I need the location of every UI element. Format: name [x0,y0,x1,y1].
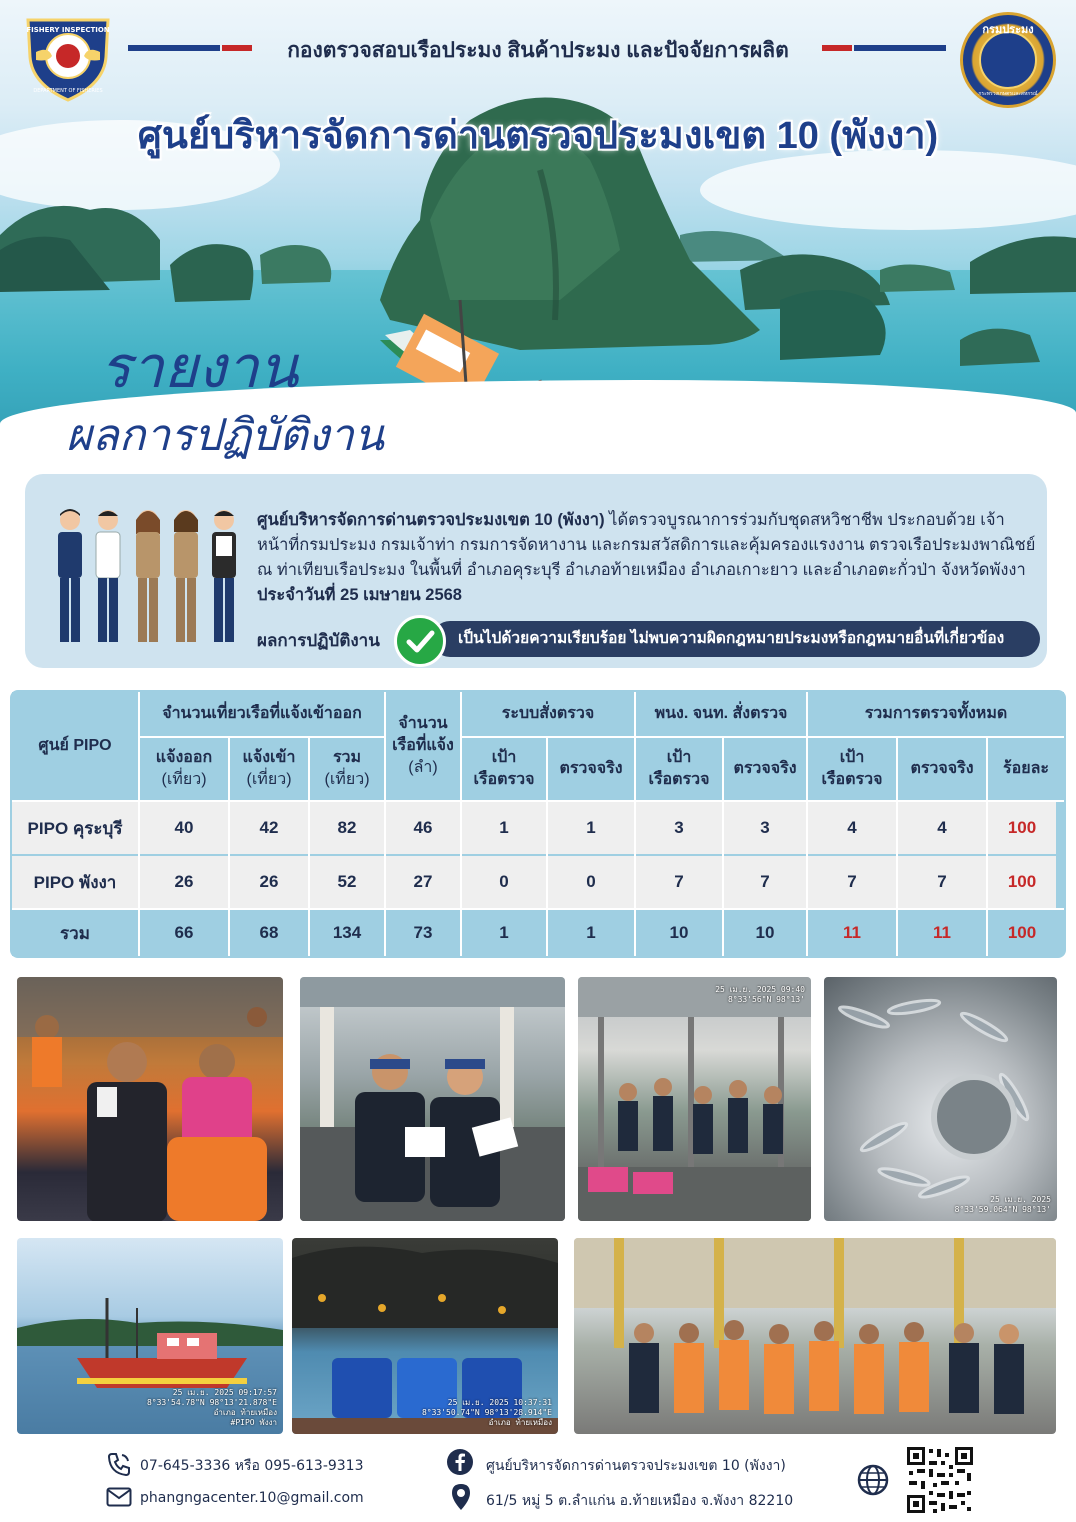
grid-line [462,736,1064,738]
divider-line [822,45,852,51]
info-paragraph [257,508,1037,608]
vessels-unit: (ลำ) [408,759,438,776]
grid-line [722,738,724,956]
cell-sys-actual: 0 [548,856,634,908]
phone-icon [106,1451,132,1481]
cell-pnp-target: 7 [636,856,722,908]
divider-line [854,45,946,51]
cell-all-target: 7 [808,856,896,908]
col-header-arrive [230,738,308,800]
info-body: ได้ตรวจบูรณาการร่วมกับชุดสหวิชาชีพ ประกอบด้วย เจ้าหน้าที่กรมประมง กรมเจ้าท่า กรมการจัดหางาน และกรมสวัสดิการและคุ้มครองแรงงาน ตรวจเรือประมงพาณิชย์ ณ ท่าเทียบเรือประมง ในพื้นที่ อำเภอคุระบุรี อำเภอท้ายเหมือง อำเภอเกาะยาว และอำเภอตะกั่วป่า จังหวัดพังงา [257,511,1036,579]
col-group-trips: จำนวนเที่ยวเรือที่แจ้งเข้าออก [140,692,384,736]
cell-vessels: 46 [386,802,460,854]
result-label: ผลการปฏิบัติงาน [257,631,380,650]
col-header-all-target [808,738,896,800]
fishery-inspection-logo [18,12,118,104]
total-all-actual: 11 [898,910,986,956]
col-header-sys-target [462,738,546,800]
agency-title: กองตรวจสอบเรือประมง สินค้าประมง และปัจจัยการผลิต [287,39,789,62]
department-of-fisheries-seal [960,12,1056,108]
total-row-name: รวม [12,910,138,956]
target-label-1: เป้า [491,749,517,766]
total-arrive: 68 [230,910,308,956]
photo-group-inspection [574,1238,1056,1434]
total-sys-actual: 1 [548,910,634,956]
grid-line [12,908,1064,910]
col-header-pnp-target [636,738,722,800]
unit-label: (เที่ยว) [324,771,370,788]
center-title: ศูนย์บริหารจัดการด่านตรวจประมงเขต 10 (พังงา) [137,115,939,157]
grid-line [308,738,310,956]
report-subtitle: ผลการปฏิบัติงาน [66,410,384,461]
photo-fishing-nets [292,1238,558,1434]
target-label-1: เป้า [666,749,692,766]
result-text: เป็นไปด้วยความเรียบร้อย ไม่พบความผิดกฎหมายประมงหรือกฎหมายอื่นที่เกี่ยวข้อง [458,630,1005,647]
col-header-vessels [386,692,460,800]
total-all-target: 11 [808,910,896,956]
cell-pnp-target: 3 [636,802,722,854]
cell-all-actual: 7 [898,856,986,908]
grid-line [896,738,898,956]
contact-email[interactable]: phangngacenter.10@gmail.com [140,1490,364,1506]
grid-line [384,692,386,956]
col-header-total-trips [310,738,384,800]
photo-pier-meeting [578,977,811,1221]
col-header-all-actual: ตรวจจริง [898,738,986,800]
grid-line [634,692,636,956]
cell-sys-target: 1 [462,802,546,854]
cell-total-trips: 52 [310,856,384,908]
cell-arrive: 26 [230,856,308,908]
col-group-pnp: พนง. จนท. สั่งตรวจ [636,692,806,736]
cell-depart: 40 [140,802,228,854]
qr-code[interactable] [905,1445,975,1515]
cell-all-actual: 4 [898,802,986,854]
divider-line [128,45,220,51]
photo-document-check [300,977,565,1221]
col-header-sys-actual: ตรวจจริง [548,738,634,800]
info-date: ประจำวันที่ 25 เมษายน 2568 [257,586,462,604]
cell-total-trips: 82 [310,802,384,854]
cell-sys-actual: 1 [548,802,634,854]
photo-timestamp: 25 เม.ย. 2025 09:40 8°33'56"N 98°13' [715,985,805,1004]
grid-line [806,692,808,956]
total-percent: 100 [988,910,1056,956]
divider-line [222,45,252,51]
photo-timestamp: 25 เม.ย. 2025 10:37:31 8°33'50.74"N 98°13'28.914"E อำเภอ ท้ายเหมือง [421,1398,552,1427]
grid-line [138,692,140,956]
total-trips: 134 [310,910,384,956]
grid-line [546,738,548,956]
col-group-all: รวมการตรวจทั้งหมด [808,692,1064,736]
target-label-2: เรือตรวจ [821,771,883,788]
target-label-2: เรือตรวจ [648,771,710,788]
photo-timestamp: 25 เม.ย. 2025 09:17:57 8°33'54.78"N 98°13'21.878"E อำเภอ ท้ายเหมือง #PIPO พังงา [146,1388,277,1427]
total-pnp-target: 10 [636,910,722,956]
report-title: รายงาน [100,333,299,401]
photo-vessel-at-sea [17,1238,283,1434]
officials-illustration [50,506,246,648]
location-pin-icon [450,1483,472,1515]
total-pnp-actual: 10 [724,910,806,956]
total-sys-target: 1 [462,910,546,956]
total-vessels: 73 [386,910,460,956]
contact-address: 61/5 หมู่ 5 ต.ลำแก่น อ.ท้ายเหมือง จ.พังงา 82210 [486,1493,794,1509]
vessels-label-1: จำนวน [398,715,448,732]
col-header-center: ศูนย์ PIPO [12,692,138,800]
cell-arrive: 42 [230,802,308,854]
check-icon [394,615,446,667]
seal-ring-bottom: กระทรวงเกษตรและสหกรณ์ [978,91,1038,97]
vessels-label-2: เรือที่แจ้ง [392,737,454,754]
unit-label: (เที่ยว) [246,771,292,788]
cell-all-target: 4 [808,802,896,854]
grid-line [228,738,230,956]
target-label-2: เรือตรวจ [473,771,535,788]
grid-line [12,800,1064,802]
globe-icon [857,1464,889,1500]
result-message [432,621,1040,657]
cell-depart: 26 [140,856,228,908]
grid-line [986,738,988,956]
photo-timestamp: 25 เม.ย. 2025 8°33'59.064"N 98°13' [954,1195,1051,1214]
row-name: PIPO พังงา [12,856,138,908]
col-group-system: ระบบสั่งตรวจ [462,692,634,736]
cell-sys-target: 0 [462,856,546,908]
logo-ring-top: FISHERY INSPECTION [26,26,110,34]
target-label-1: เป้า [839,749,865,766]
logo-ring-bottom: DEPARTMENT OF FISHERIES [33,88,103,94]
cell-percent: 100 [988,856,1056,908]
unit-label: (เที่ยว) [161,771,207,788]
seal-ring-top: กรมประมง [982,23,1034,36]
total-trips-label: รวม [332,749,362,766]
contact-phone: 07-645-3336 หรือ 095-613-9313 [140,1458,364,1474]
cell-pnp-actual: 3 [724,802,806,854]
grid-line [460,692,462,956]
cell-percent: 100 [988,802,1056,854]
arrive-label: แจ้งเข้า [242,749,296,766]
total-depart: 66 [140,910,228,956]
row-name: PIPO คุระบุรี [12,802,138,854]
cell-pnp-actual: 7 [724,856,806,908]
mail-icon [106,1487,132,1511]
col-header-pnp-actual: ตรวจจริง [724,738,806,800]
facebook-icon [446,1448,474,1480]
col-header-percent: ร้อยละ [988,738,1064,800]
photo-crew-inspection [17,977,283,1221]
grid-line [140,736,384,738]
photo-fish-catch [824,977,1057,1221]
contact-facebook[interactable]: ศูนย์บริหารจัดการด่านตรวจประมงเขต 10 (พังงา) [486,1458,786,1474]
depart-label: แจ้งออก [155,749,213,766]
cell-vessels: 27 [386,856,460,908]
info-center-name: ศูนย์บริหารจัดการด่านตรวจประมงเขต 10 (พังงา) [257,511,605,529]
col-header-depart [140,738,228,800]
